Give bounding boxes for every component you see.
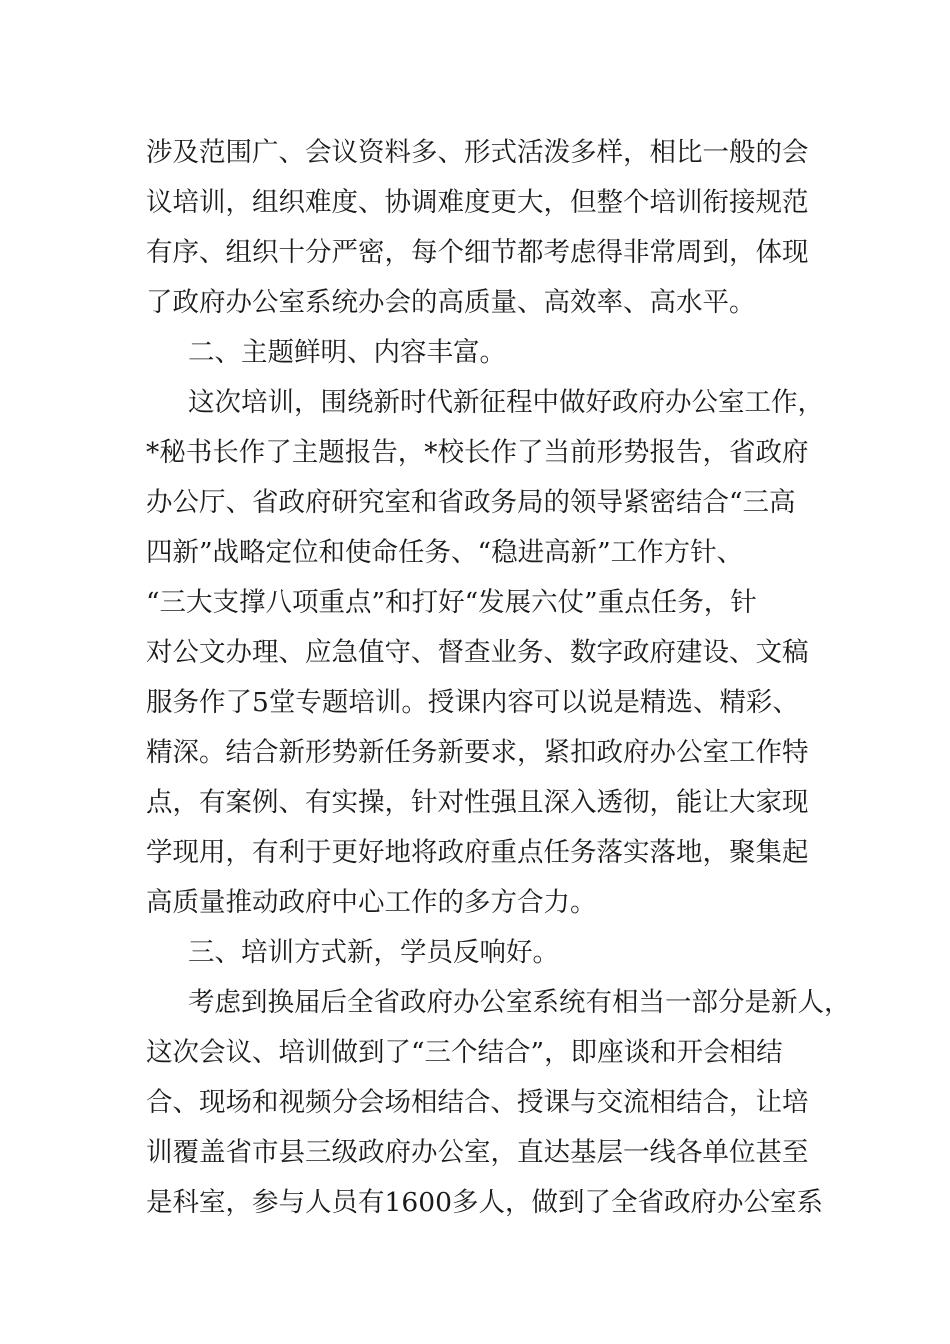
text-line: 对公文办理、应急值守、督查业务、数字政府建设、文稿	[146, 637, 809, 668]
text-line: 学现用，有利于更好地将政府重点任务落实落地，聚集起	[146, 837, 809, 868]
text-line: 这次培训，围绕新时代新征程中做好政府办公室工作，	[188, 387, 824, 418]
document-body	[146, 128, 851, 1228]
text-line: *秘书长作了主题报告，*校长作了当前形势报告，省政府	[146, 437, 809, 468]
text-line: 是科室，参与人员有1600多人，做到了全省政府办公室系	[146, 1187, 823, 1218]
text-line: 点，有案例、有实操，针对性强且深入透彻，能让大家现	[146, 787, 809, 818]
section-heading: 二、主题鲜明、内容丰富。	[188, 337, 506, 368]
text-line: 议培训，组织难度、协调难度更大，但整个培训衔接规范	[146, 187, 809, 218]
text-line: “三大支撑八项重点”和打好“发展六仗”重点任务，针	[146, 587, 757, 618]
text-line: 涉及范围广、会议资料多、形式活泼多样，相比一般的会	[146, 137, 809, 168]
text-line: 这次会议、培训做到了“三个结合”，即座谈和开会相结	[146, 1037, 783, 1068]
text-line: 有序、组织十分严密，每个细节都考虑得非常周到，体现	[146, 237, 809, 268]
text-line: 考虑到换届后全省政府办公室系统有相当一部分是新人，	[188, 987, 851, 1018]
text-line: 了政府办公室系统办会的高质量、高效率、高水平。	[146, 287, 756, 318]
text-line: 训覆盖省市县三级政府办公室，直达基层一线各单位甚至	[146, 1137, 809, 1168]
text-line: 合、现场和视频分会场相结合、授课与交流相结合，让培	[146, 1087, 809, 1118]
text-line: 高质量推动政府中心工作的多方合力。	[146, 887, 597, 918]
section-heading: 三、培训方式新，学员反响好。	[188, 937, 559, 968]
text-line: 精深。结合新形势新任务新要求，紧扣政府办公室工作特	[146, 737, 809, 768]
text-line: 服务作了5堂专题培训。授课内容可以说是精选、精彩、	[146, 687, 799, 718]
text-line: 办公厅、省政府研究室和省政务局的领导紧密结合“三高	[146, 487, 796, 518]
text-line: 四新”战略定位和使命任务、“稳进高新”工作方针、	[146, 537, 744, 568]
